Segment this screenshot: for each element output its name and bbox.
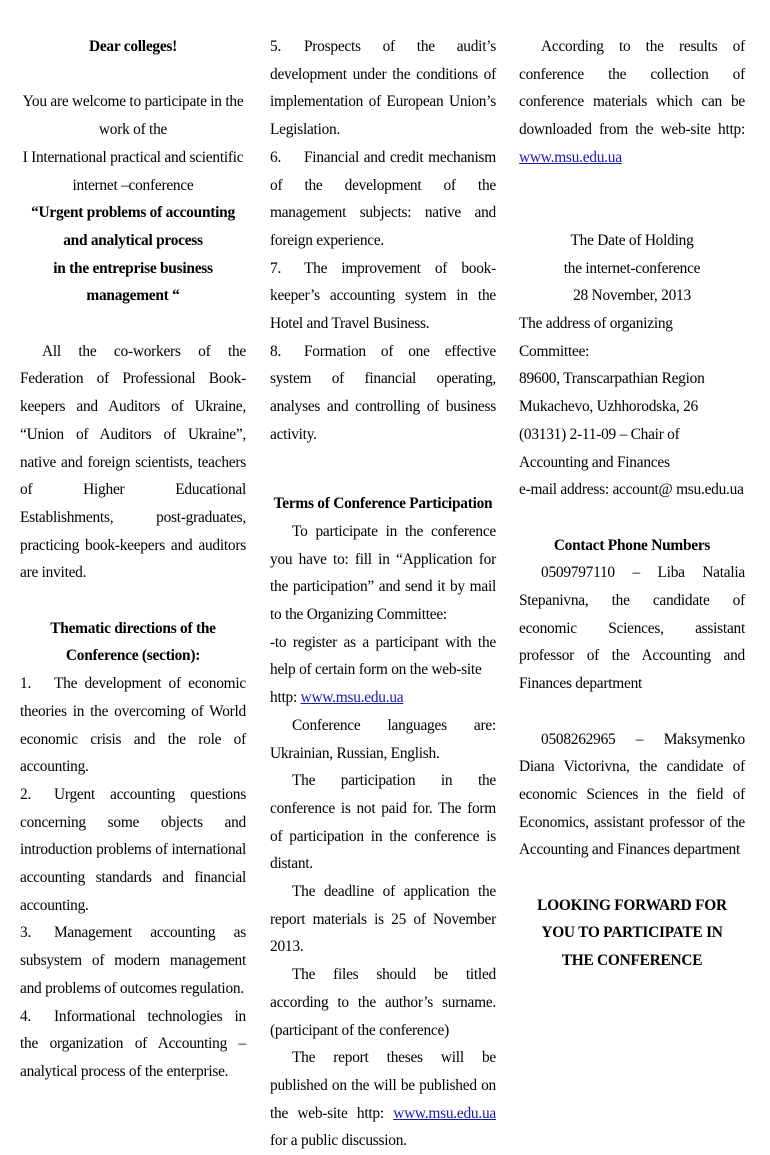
registration-paragraph: -to register as a participant with the help of certain form on the web-site http: www.msu.edu.ua [270,633,496,707]
thematic-item: 8. Formation of one effective system of financial operating, analyses and controlling of business activity. [270,342,496,443]
closing-message: LOOKING FORWARD FOR YOU TO PARTICIPATE IN THE CONFERENCE [537,896,727,970]
conference-date: 28 November, 2013 [573,287,691,305]
thematic-item: 7. The improvement of book-keeper’s accounting system in the Hotel and Travel Business. [270,259,496,333]
website-link[interactable]: www.msu.edu.ua [519,148,622,166]
languages-paragraph: Conference languages are: Ukrainian, Russian, English. [270,716,496,762]
welcome-line: You are welcome to participate in the work of the [22,93,244,139]
thematic-item: 5. Prospects of the audit’s development under the conditions of implementation of European Union’s Legislation. [270,38,496,139]
website-link[interactable]: www.msu.edu.ua [393,1104,496,1122]
invitation-paragraph: All the co-workers of the Federation of Professional Book-keepers and Auditors of Ukraine, “Union of Auditors of Ukraine”, native and foreign scientists, teachers of Higher Educational Establishments, post-graduates, practicing book-keepers and auditors are invited. [20,342,246,582]
files-paragraph: The files should be titled according to the author’s surname. (participant of the conference) [270,966,496,1039]
theses-paragraph: The report theses will be published on the will be published on the web-site http: www.msu.edu.ua for a public discussion. [270,1049,496,1150]
thematic-item: 1. The development of economic theories in the overcoming of World economic crisis and the role of accounting. [20,675,246,776]
greeting: Dear colleges! [88,38,178,55]
thematic-directions-heading: Thematic directions of the Conference (section): [50,619,216,665]
conference-title-continued: in the entreprise business management “ [53,259,213,305]
participation-paragraph: The participation in the conference is not paid for. The form of participation in the conference is distant. [270,772,496,873]
terms-heading: Terms of Conference Participation [273,495,493,513]
website-link[interactable]: www.msu.edu.ua [300,689,404,707]
contacts-heading: Contact Phone Numbers [553,536,711,554]
middle-column [270,33,496,1155]
thematic-item: 3. Management accounting as subsystem of modern management and problems of outcomes regulation. [20,924,246,997]
thematic-item: 4. Informational technologies in the organization of Accounting –analytical process of the enterprise. [20,1007,246,1080]
address-line: Mukachevo, Uzhhorodska, 26 [519,398,698,416]
phone-chair: (03131) 2-11-09 – Chair of Accounting and Finances [519,425,680,471]
date-heading: The Date of Holding [570,231,694,249]
deadline-paragraph: The deadline of application the report materials is 25 of November 2013. [270,883,496,956]
conference-type: I International practical and scientific internet –conference [22,148,244,194]
address-line: 89600, Transcarpathian Region [519,370,705,388]
thematic-item: 2. Urgent accounting questions concerning some objects and introduction problems of international accounting standards and financial accounting. [20,785,246,914]
email-address: e-mail address: account@ msu.edu.ua [519,481,744,499]
results-paragraph: According to the results of conference the collection of conference materials which can be downloaded from the web-site http: www.msu.edu.ua [519,38,745,166]
contact-entry: 0508262965 – Maksymenko Diana Victorivna, the candidate of economic Sciences in the field of Economics, assistant professor of the Accounting and Finances department [519,730,745,859]
right-column [519,33,745,975]
contact-entry: 0509797110 – Liba Natalia Stepanivna, the candidate of economic Sciences, assistant professor of the Accounting and Finances department [519,564,745,693]
conference-title: “Urgent problems of accounting and analytical process [31,204,235,249]
address-label: The address of organizing Committee: [519,315,673,360]
terms-paragraph: To participate in the conference you have to: fill in “Application for the participation” and send it by mail to the Organizing Committee: [270,522,496,624]
date-subheading: the internet-conference [563,259,701,277]
thematic-item: 6. Financial and credit mechanism of the development of the management subjects: native and foreign experience. [270,148,496,249]
left-column [20,33,246,1086]
